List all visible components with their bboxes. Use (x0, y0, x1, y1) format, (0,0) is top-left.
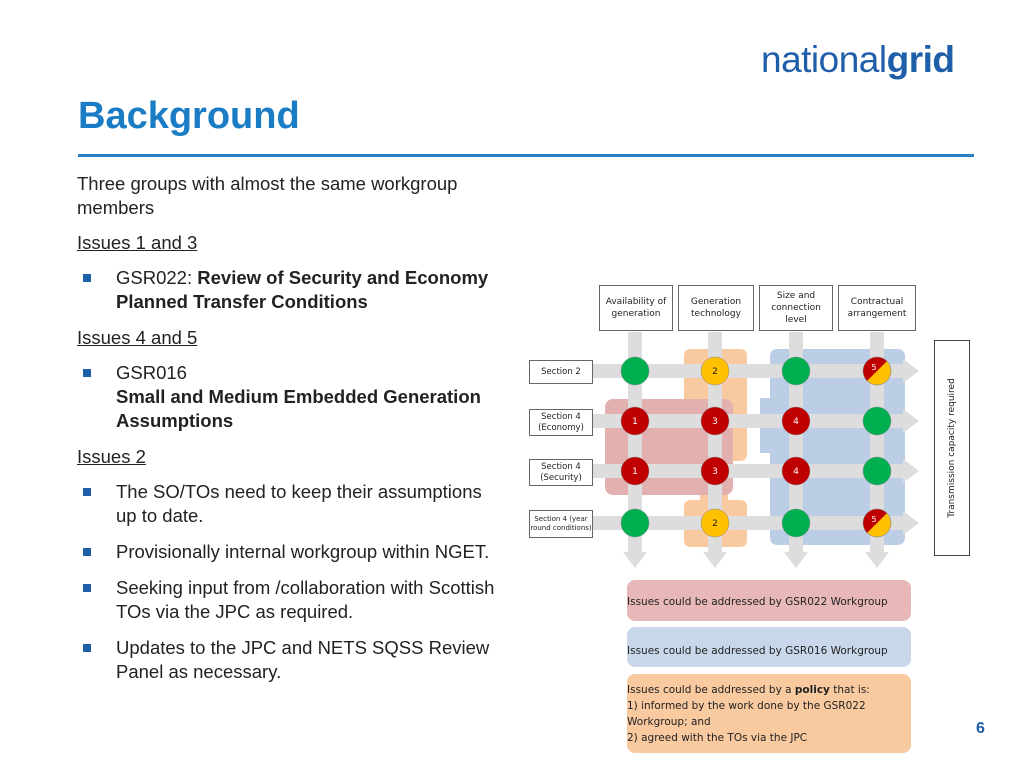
row-section-4-year-round: Section 4 (year round conditions) (529, 510, 593, 538)
policy-text-bold: policy (794, 684, 830, 696)
row-section-4-security: Section 4 (Security) (529, 459, 593, 486)
bullet-text: The SO/TOs need to keep their assumptions up to date. (116, 481, 482, 526)
issue-circle (782, 457, 810, 485)
column-arrow-head (784, 552, 808, 568)
row-arrow-head (903, 459, 919, 483)
bullet-text: Provisionally internal workgroup within NGET. (116, 541, 490, 562)
row-section-4-economy: Section 4 (Economy) (529, 409, 593, 436)
bullet-gsr022-lead: GSR022: (116, 267, 198, 288)
transmission-capacity-label: Transmission capacity required (947, 378, 957, 518)
row-arrow-head (903, 511, 919, 535)
issue-box-policy (627, 674, 911, 753)
issue-circle (863, 407, 891, 435)
issue-circle (621, 407, 649, 435)
issue-circle (782, 357, 810, 385)
issue-number: 4 (793, 467, 799, 477)
bullet-text: Updates to the JPC and NETS SQSS Review Panel as necessary. (116, 637, 490, 682)
issue-gsr016-text: Issues could be addressed by GSR016 Workgroup (627, 645, 888, 657)
column-size-connection-level: Size and connection level (759, 285, 833, 331)
column-contractual-arrangement: Contractual arrangement (838, 285, 916, 331)
bullet-gsr016-title: Small and Medium Embedded Generation Assumptions (116, 386, 481, 431)
issue-number: 1 (632, 467, 638, 477)
row-section-2: Section 2 (529, 360, 593, 384)
issue-number: 3 (712, 417, 718, 427)
issue-circle (701, 407, 729, 435)
issue-number: 5 (871, 515, 877, 524)
issue-number: 1 (632, 417, 638, 427)
intro-text: Three groups with almost the same workgroup members (77, 173, 458, 218)
logo-national-text: national (761, 39, 887, 80)
bullet-text: Seeking input from /collaboration with Scottish TOs via the JPC as required. (116, 577, 495, 622)
issue-number: 2 (712, 519, 718, 529)
row-arrow-head (903, 359, 919, 383)
column-arrow-head (623, 552, 647, 568)
transmission-capacity-box (934, 340, 970, 556)
policy-text-post: that is: (829, 684, 870, 696)
issue-box-gsr016 (627, 627, 911, 667)
issue-box-gsr022 (627, 580, 911, 621)
logo-grid-text: grid (886, 39, 955, 80)
policy-line-2: Workgroup; and (627, 716, 711, 728)
issue-number: 4 (793, 417, 799, 427)
policy-line-3: 2) agreed with the TOs via the JPC (627, 732, 808, 744)
issue-circle (701, 357, 729, 385)
policy-line-1: 1) informed by the work done by the GSR022 (627, 700, 866, 712)
issue-circle (701, 457, 729, 485)
column-availability-of-generation: Availability of generation (599, 285, 673, 331)
issue-circle (782, 407, 810, 435)
column-arrow-head (865, 552, 889, 568)
page-title: Background (78, 95, 300, 137)
bullet-gsr022-title: Review of Security and Economy Planned Transfer Conditions (116, 267, 489, 312)
page-number: 6 (976, 720, 985, 737)
section-heading-issues-1-3: Issues 1 and 3 (77, 232, 198, 253)
section-heading-issues-4-5: Issues 4 and 5 (77, 327, 198, 348)
issue-number: 2 (712, 367, 718, 377)
column-generation-technology: Generation technology (678, 285, 754, 331)
issue-circle (621, 509, 649, 537)
issue-circle (863, 457, 891, 485)
issue-gsr022-text: Issues could be addressed by GSR022 Workgroup (627, 595, 888, 608)
policy-text-pre: Issues could be addressed by a (627, 684, 795, 696)
issue-circle (701, 509, 729, 537)
issue-circle (621, 457, 649, 485)
issue-circle (782, 509, 810, 537)
issue-number: 5 (871, 363, 877, 372)
bullet-gsr016-lead: GSR016 (116, 362, 187, 383)
issue-circle (863, 509, 891, 537)
row-arrow-head (903, 409, 919, 433)
issue-number: 3 (712, 467, 718, 477)
issue-circle (621, 357, 649, 385)
issue-circle (863, 357, 891, 385)
section-heading-issues-2: Issues 2 (77, 446, 146, 467)
column-arrow-head (703, 552, 727, 568)
